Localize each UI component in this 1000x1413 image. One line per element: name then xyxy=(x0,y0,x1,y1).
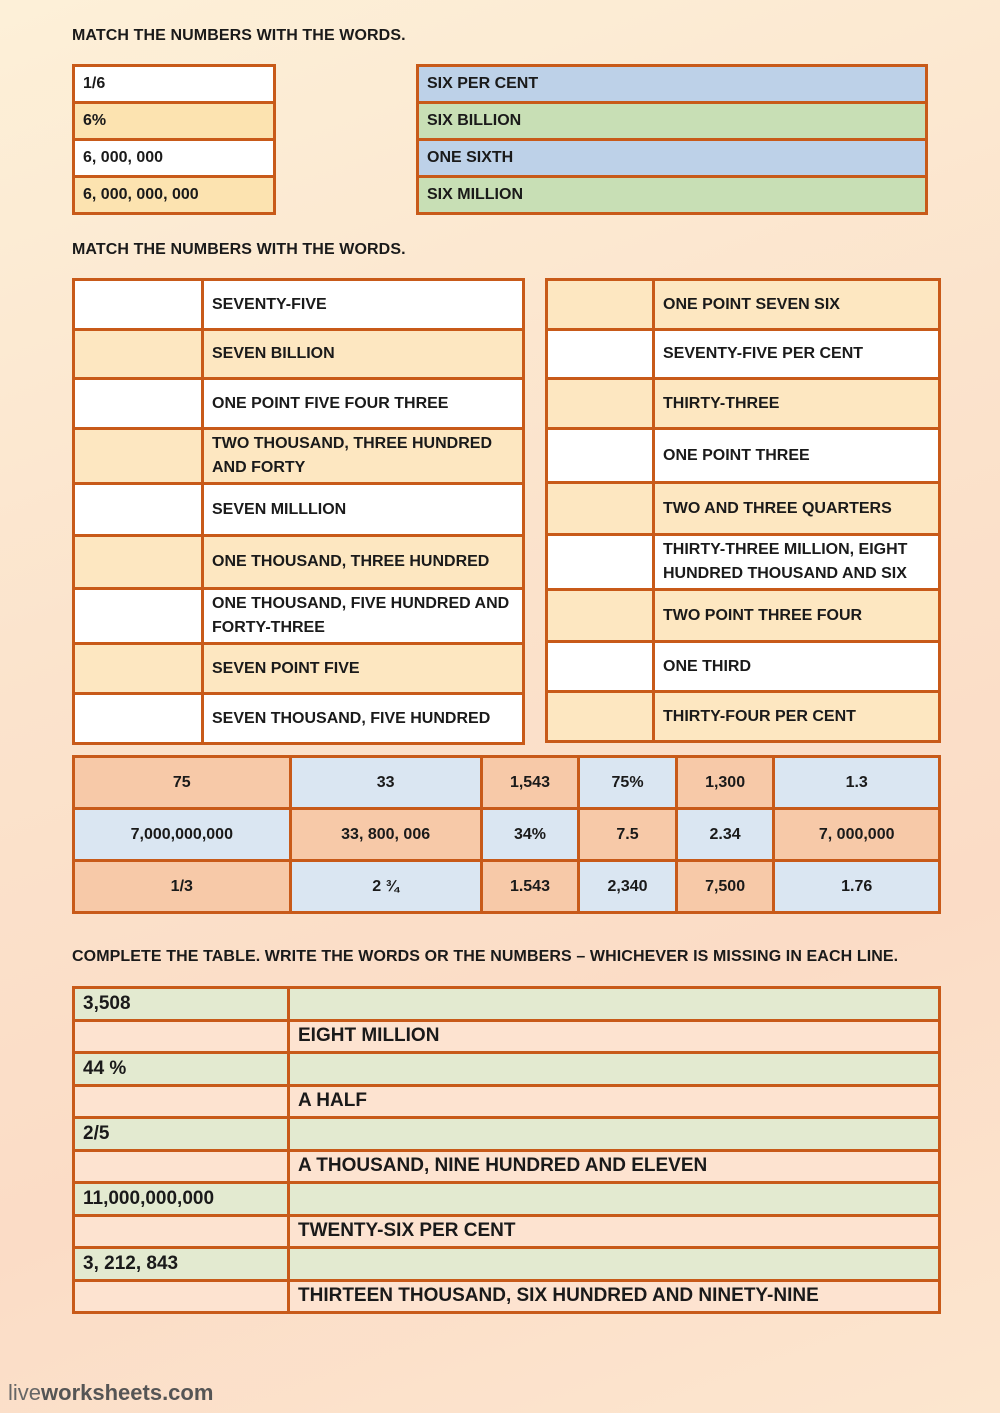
liveworksheets-logo xyxy=(8,1380,213,1406)
answer-drop-box[interactable] xyxy=(74,280,203,330)
section1-words-table xyxy=(416,64,928,215)
word-cell: SEVEN MILLLION xyxy=(203,484,524,536)
words-input[interactable] xyxy=(289,988,940,1021)
answer-drop-box[interactable] xyxy=(547,429,654,483)
number-option[interactable]: 34% xyxy=(481,809,579,861)
word-cell: ONE POINT FIVE FOUR THREE xyxy=(203,379,524,429)
answer-drop-box[interactable] xyxy=(74,429,203,484)
words-cell: TWENTY-SIX PER CENT xyxy=(289,1215,940,1248)
number-cell: 3, 212, 843 xyxy=(74,1248,289,1281)
word-cell: ONE THOUSAND, THREE HUNDRED xyxy=(203,536,524,589)
word-cell: SEVENTY-FIVE PER CENT xyxy=(654,330,940,379)
words-cell: EIGHT MILLION xyxy=(289,1020,940,1053)
section2-heading: MATCH THE NUMBERS WITH THE WORDS. xyxy=(72,241,406,258)
word-cell: ONE THOUSAND, FIVE HUNDRED AND FORTY-THREE xyxy=(203,589,524,644)
complete-table xyxy=(72,986,941,1314)
s1-word-cell[interactable]: SIX BILLION xyxy=(418,103,927,140)
word-cell: ONE POINT THREE xyxy=(654,429,940,483)
s1-number-cell[interactable]: 6% xyxy=(74,103,275,140)
number-option[interactable]: 2.34 xyxy=(676,809,774,861)
number-option[interactable]: 2,340 xyxy=(579,861,677,913)
s1-number-cell[interactable]: 6, 000, 000, 000 xyxy=(74,177,275,214)
word-cell: ONE THIRD xyxy=(654,642,940,692)
answer-drop-box[interactable] xyxy=(547,642,654,692)
word-cell: SEVEN BILLION xyxy=(203,330,524,379)
words-input[interactable] xyxy=(289,1183,940,1216)
section3-heading: COMPLETE THE TABLE. WRITE THE WORDS OR THE NUMBERS – WHICHEVER IS MISSING IN EACH LINE. xyxy=(72,948,899,965)
number-option[interactable]: 2 ¾ xyxy=(290,861,481,913)
answer-drop-box[interactable] xyxy=(547,330,654,379)
number-option[interactable]: 1/3 xyxy=(74,861,291,913)
number-input[interactable] xyxy=(74,1215,289,1248)
word-cell: THIRTY-THREE xyxy=(654,379,940,429)
number-option[interactable]: 1,300 xyxy=(676,757,774,809)
number-option[interactable]: 33, 800, 006 xyxy=(290,809,481,861)
word-cell: THIRTY-FOUR PER CENT xyxy=(654,692,940,742)
words-input[interactable] xyxy=(289,1248,940,1281)
answer-drop-box[interactable] xyxy=(74,379,203,429)
number-option[interactable]: 7,500 xyxy=(676,861,774,913)
word-cell: ONE POINT SEVEN SIX xyxy=(654,280,940,330)
number-option[interactable]: 7,000,000,000 xyxy=(74,809,291,861)
word-cell: TWO POINT THREE FOUR xyxy=(654,590,940,642)
s1-number-cell[interactable]: 6, 000, 000 xyxy=(74,140,275,177)
s1-word-cell[interactable]: SIX PER CENT xyxy=(418,66,927,103)
logo-prefix: live xyxy=(8,1380,42,1405)
answer-drop-box[interactable] xyxy=(74,589,203,644)
word-cell: SEVEN POINT FIVE xyxy=(203,644,524,694)
section1-heading: MATCH THE NUMBERS WITH THE WORDS. xyxy=(72,27,406,44)
answer-drop-box[interactable] xyxy=(74,536,203,589)
number-input[interactable] xyxy=(74,1020,289,1053)
number-option[interactable]: 75 xyxy=(74,757,291,809)
number-input[interactable] xyxy=(74,1150,289,1183)
answer-drop-box[interactable] xyxy=(547,483,654,535)
number-cell: 3,508 xyxy=(74,988,289,1021)
number-option[interactable]: 33 xyxy=(290,757,481,809)
section2-left-table xyxy=(72,278,525,745)
number-cell: 11,000,000,000 xyxy=(74,1183,289,1216)
word-cell: THIRTY-THREE MILLION, EIGHT HUNDRED THOUSAND AND SIX xyxy=(654,535,940,590)
answer-drop-box[interactable] xyxy=(547,379,654,429)
answer-drop-box[interactable] xyxy=(547,535,654,590)
number-input[interactable] xyxy=(74,1280,289,1313)
s1-number-cell[interactable]: 1/6 xyxy=(74,66,275,103)
number-option[interactable]: 1.76 xyxy=(774,861,940,913)
number-cell: 2/5 xyxy=(74,1118,289,1151)
answer-drop-box[interactable] xyxy=(74,484,203,536)
number-option[interactable]: 7.5 xyxy=(579,809,677,861)
words-input[interactable] xyxy=(289,1118,940,1151)
word-cell: TWO THOUSAND, THREE HUNDRED AND FORTY xyxy=(203,429,524,484)
s1-word-cell[interactable]: ONE SIXTH xyxy=(418,140,927,177)
answer-drop-box[interactable] xyxy=(74,330,203,379)
number-option[interactable]: 1.543 xyxy=(481,861,579,913)
word-cell: TWO AND THREE QUARTERS xyxy=(654,483,940,535)
answer-drop-box[interactable] xyxy=(547,692,654,742)
word-cell: SEVEN THOUSAND, FIVE HUNDRED xyxy=(203,694,524,744)
word-cell: SEVENTY-FIVE xyxy=(203,280,524,330)
answer-drop-box[interactable] xyxy=(547,280,654,330)
number-options-grid xyxy=(72,755,941,914)
section2-right-table xyxy=(545,278,941,743)
number-cell: 44 % xyxy=(74,1053,289,1086)
number-option[interactable]: 75% xyxy=(579,757,677,809)
answer-drop-box[interactable] xyxy=(74,644,203,694)
words-cell: THIRTEEN THOUSAND, SIX HUNDRED AND NINETY-NINE xyxy=(289,1280,940,1313)
answer-drop-box[interactable] xyxy=(74,694,203,744)
number-option[interactable]: 1,543 xyxy=(481,757,579,809)
section1-numbers-table xyxy=(72,64,276,215)
answer-drop-box[interactable] xyxy=(547,590,654,642)
words-cell: A HALF xyxy=(289,1085,940,1118)
words-input[interactable] xyxy=(289,1053,940,1086)
number-input[interactable] xyxy=(74,1085,289,1118)
s1-word-cell[interactable]: SIX MILLION xyxy=(418,177,927,214)
words-cell: A THOUSAND, NINE HUNDRED AND ELEVEN xyxy=(289,1150,940,1183)
number-option[interactable]: 7, 000,000 xyxy=(774,809,940,861)
logo-main: worksheets.com xyxy=(41,1380,214,1405)
number-option[interactable]: 1.3 xyxy=(774,757,940,809)
